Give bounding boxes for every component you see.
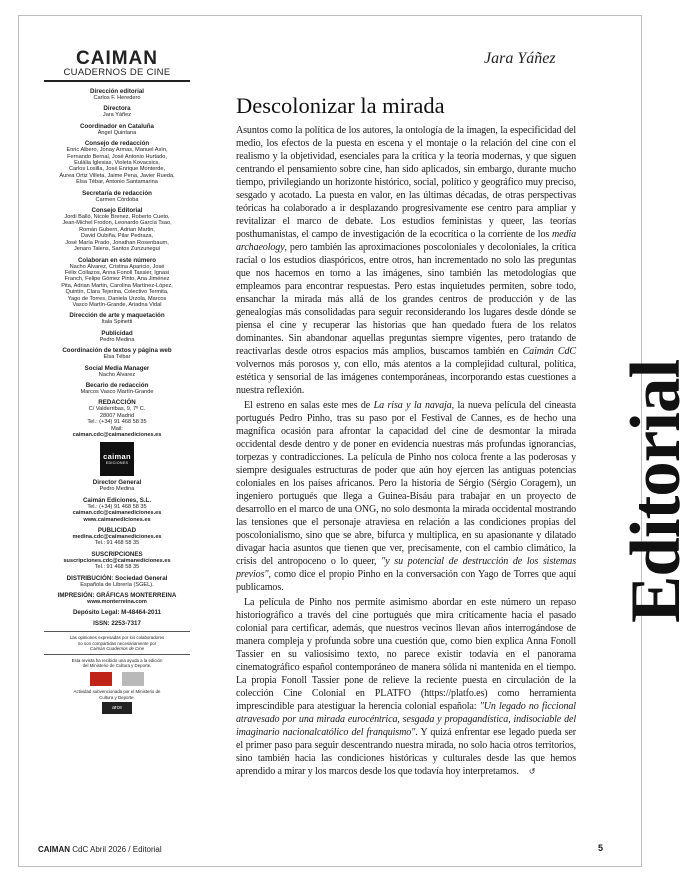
masthead [44,50,190,714]
credit-line: Vasco Martín-Grande, Ariadna Vidal [72,301,162,308]
credit-line: Carmen Córdoba [95,196,139,203]
credit-heading: Dirección editorial [90,88,144,95]
credit-line: Nacho Álvarez, Cristina Aparicio, José [69,263,165,270]
article-title: Descolonizar la mirada [236,93,445,118]
caiman-end-icon: ↺ [528,767,536,776]
credit-heading: Coordinador en Cataluña [80,122,154,130]
credit-block [44,575,190,588]
credit-heading: Social Media Manager [84,364,150,372]
credit-line: Jean-Michel Frodon, Leonardo García Tsao, [62,220,172,227]
credit-line: Àngel Quintana [97,129,137,136]
section-title-vertical: Editorial [617,359,695,623]
credit-line: Jordi Balló, Nicole Brenez, Roberto Cueto, [64,214,170,221]
credit-heading: SUSCRIPCIONES [91,550,143,558]
credit-heading: DISTRIBUCIÓN: Sociedad General [66,574,168,582]
divider [44,654,190,655]
divider [44,631,190,632]
credit-heading: Caimán Ediciones, S.L. [82,496,152,504]
credit-line: Tel.: (+34) 91 468 58 35 [87,419,147,426]
credit-block [44,609,190,616]
credit-line: Jenaro Talens, Santos Zunzunegui [73,246,161,253]
credit-line: Tel.: 91 468 58 35 [94,540,140,547]
credit-line[interactable]: www.caimanediciones.es [83,516,151,523]
credit-block [44,551,190,571]
credit-heading: ISSN: 2253-7317 [93,620,141,628]
credit-block [44,190,190,203]
credit-line: Quintín, Clara Tejerina, Colectivo Termita, [65,289,169,296]
credit-block [44,347,190,360]
credit-block [44,312,190,325]
publisher-info [44,479,190,627]
credit-line: Tel.: 91 468 58 35 [94,564,140,571]
credit-block [44,497,190,523]
credit-line: C/ Valderribas, 9, 7º C. [88,406,146,413]
credit-heading: Secretaría de redacción [82,189,152,197]
credit-line: Carlos Losilla, José Enrique Monterde, [68,166,166,173]
credit-line: 28007 Madrid [99,412,135,419]
ministry-note: Actividad subvencionada por el Ministerio de Cultura y Deporte. [73,689,161,700]
credit-line[interactable]: suscripciones.cdc@caimanediciones.es [63,557,171,564]
credit-heading: Directora [103,105,131,113]
credit-line[interactable]: caiman.cdc@caimanediciones.es [72,510,162,517]
disclaimer: Las opiniones expresadas por los colaboradores no son compartidas necesariamente por Caimán Cuadernos de Cine [69,635,165,651]
credit-line[interactable]: www.monterreina.com [87,599,147,606]
ministry-logo-icon [90,672,112,686]
credit-block [44,399,190,438]
credit-heading: Director General [92,479,142,487]
sponsor-logo-icon [122,672,144,686]
credit-block [44,257,190,309]
credit-line: Jara Yáñez [102,112,132,119]
credit-block [44,479,190,492]
credit-line: Tel.: (+34) 91 468 58 35 [87,503,147,510]
credit-block [44,140,190,185]
credit-line: Pedro Medina [99,336,135,343]
credit-line: Pedro Medina [99,486,135,493]
credit-line: Elsa Tébar [103,354,131,361]
credit-line[interactable]: medina.cdc@caimanediciones.es [72,534,162,541]
caiman-logo-subtitle: CUADERNOS DE CINE [44,68,190,82]
credit-line: Fernando Bernal, José Antonio Hurtado, [67,153,167,160]
credit-heading: Depósito Legal: M-48464-2011 [72,609,162,617]
credit-line: José María Prado, Jonathan Rosenbaum, [65,239,169,246]
credit-line: David Oubiña, Pilar Pedraza, [80,233,154,240]
credit-line: Mail: [111,425,123,432]
credit-heading: Dirección de arte y maquetación [69,312,165,320]
credit-line[interactable]: caiman.cdc@caimanediciones.es [72,432,162,438]
caiman-logo: CAIMAN [76,48,158,69]
credit-heading: Colaboran en este número [77,256,157,264]
credit-heading: Consejo Editorial [91,207,143,215]
credit-line: Carlos F. Heredero [93,95,141,101]
paragraph-3: La película de Pinho nos permite asimismo abordar en este número un repaso historiográfico a través del cine portugués que mira críticamente hacia el pasado colonial para certificar, además, que nuestros vecinos llevan años interrogándose de manera compleja y profunda sobre una cuestión que, como bien explica Anna Fonoll Tassier en su valiosísimo texto, no parece existir todavía en el panorama cinematográfico español contemporáneo de manera sólida ni mantenida en el tiempo. La propia Fonoll Tassier pone de relieve la reciente puesta en circulación de la colección Cine Colonial en PLATFO (https://platfo.es) como herramienta imprescindible para atestiguar la herencia colonial española: "Un legado no ficcional atravesado por una mirada eurocéntrica, sesgada y propagandística, indisociable del imaginario nacionalcatólico del franquismo". Y quizá enfrentar ese legado pueda ser el primer paso para seguir descentrando nuestra mirada, no solo hacia otros territorios, sino también hacia las condiciones históricas y culturales desde las que hemos aprendido a mirar y los marcos desde los que todavía hoy interpretamos. ↺ [236,597,576,777]
credit-heading: Becario de redacción [85,381,149,389]
aid-note: Esta revista ha recibido una ayuda a la edición del Ministerio de Cultura y Deporte. [71,658,163,669]
sponsor-logos [44,672,190,686]
credit-line: Enric Albero, Jonay Armas, Manuel Asín, [66,147,168,154]
footer-credit: CAIMAN CdC Abril 2026 / Editorial [38,845,162,854]
credit-line: Marcos Vasco Martín-Grande [80,388,154,395]
credit-block [44,88,190,101]
credit-line: Franch, Felipe Gómez Pinto, Ana Jiménez [64,276,170,283]
credit-heading: Consejo de redacción [84,140,150,148]
credit-line: Román Gubern, Adrian Martin, [79,226,155,233]
credit-block [44,105,190,118]
arce-logo: arce [102,702,132,714]
credit-block [44,620,190,627]
credit-block [44,123,190,136]
credit-line: Española de Librería (SGEL). [80,581,154,588]
credit-block [44,330,190,343]
author-name: Jara Yáñez [484,50,556,67]
caiman-ediciones-logo: caiman EDICIONES [100,442,134,476]
credit-block [44,365,190,378]
credit-line: Félix Collazos, Anna Fonoll Tassier, Ignasi [64,269,170,276]
paragraph-2: El estreno en salas este mes de La risa y la navaja, la nueva película del cineasta portugués Pedro Pinho, tras su paso por el Festival de Cannes, es de hecho una magnífica ocasión para afrontar la capacidad del cine de desmontar la mirada occidental desde dentro y de poner en evidencia nuestras más profundas ignorancias, torpezas y contradicciones. La película de Pinho nos coloca frente a las poderosas y siempre desiguales estructuras de poder que aún hoy ejercen las antiguas potencias coloniales en los países africanos. Pero la historia de Sérgio (Sérgio Coragem), un ingeniero portugués que llega a Guinea-Bisáu para trabajar en un proyecto de desarrollo en el marco de una ONG, no solo desmonta la mirada occidental mostrando las tensiones que el personaje atraviesa en relación a las condiciones propias del poscolonialismo, sino que se abre, bifurca y multiplica, en su apasionante y dilatado divagar hacia asuntos que tienen que ver, precisamente, con el cambio climático, la crisis del antropoceno o lo queer, "y su potencial de destrucción de los sistemas previos", como dice el propio Pinho en la conversación con Yago de Torres que aquí publicamos. [236,400,576,593]
credit-block [44,592,190,605]
credit-line: Elsa Tébar, Antonio Santamarina [76,179,158,186]
credit-line: Itala Spinetti [101,319,133,326]
credit-heading: PUBLICIDAD [97,527,137,535]
credit-heading: REDACCIÓN [98,399,136,407]
credit-line: Yago de Torres, Daniela Urzola, Marcos [67,295,167,302]
credit-line: Eulàlia Iglesias, Violeta Kovacsics, [74,160,160,167]
credit-block [44,382,190,395]
credit-line: Pita, Adrian Martin, Carolina Martínez-López, [61,282,173,289]
credit-heading: Publicidad [101,329,133,337]
paragraph-1: Asuntos como la política de los autores, la ontología de la imagen, la especificidad del medio, los efectos de la puesta en escena y el montaje o la relación del cine con el realismo y la objetividad, esenciales para la crítica y la teoría modernas, y que siguen centrando el pensamiento sobre cine, han sido aplicados, sin embargo, durante mucho tiempo, privilegiando un horizonte histórico, social, político y geográfico muy preciso, sesgado y acotado. La puesta en valor, en las últimas décadas, de otras perspectivas teóricas ha colaborado a ir desplazando progresivamente ese centro para ampliar y revitalizar el marco de debate. Los estudios feministas y queer, las teorías posthumanistas, el campo de investigación de la ecocrítica o la corriente de los media archaeology, pero también las aproximaciones poscoloniales y decoloniales, la crítica racial o los estudios diaspóricos, entre otros, han incrementado no solo las preguntas que nos hacemos en torno a las imágenes, sino también las metodologías que empleamos para encontrar respuestas. Pero estas inquietudes permiten, sobre todo, ensanchar la mirada más allá de los grandes centros de producción y de las genealogías más consolidadas para seguir reconsiderando los lugares desde dónde se piensa el cine y recuperar las historias que han quedado fuera de los relatos dominantes. Sin abandonar aquellas preguntas siempre vigentes, pero tratando de reactivarlas desde otros espacios más amplios, buscamos también en Caimán CdC volvernos más porosos y, con ello, más atentos a la complejidad cultural, política, estética y sensorial de las imágenes contemporáneas, incorporando estas cuestiones a nuestra reflexión. [236,125,576,396]
page-number: 5 [598,843,604,853]
article-body [236,124,576,778]
credit-block [44,527,190,547]
credit-heading: IMPRESIÓN: GRÁFICAS MONTERREINA [57,592,177,600]
credit-line: Nacho Álvarez [98,371,136,378]
credit-block [44,207,190,252]
credits-list [44,88,190,438]
credit-line: Áurea Ortiz Villeta, Jaime Pena, Javier Rueda, [59,172,175,179]
credit-heading: Coordinación de textos y página web [62,347,172,355]
